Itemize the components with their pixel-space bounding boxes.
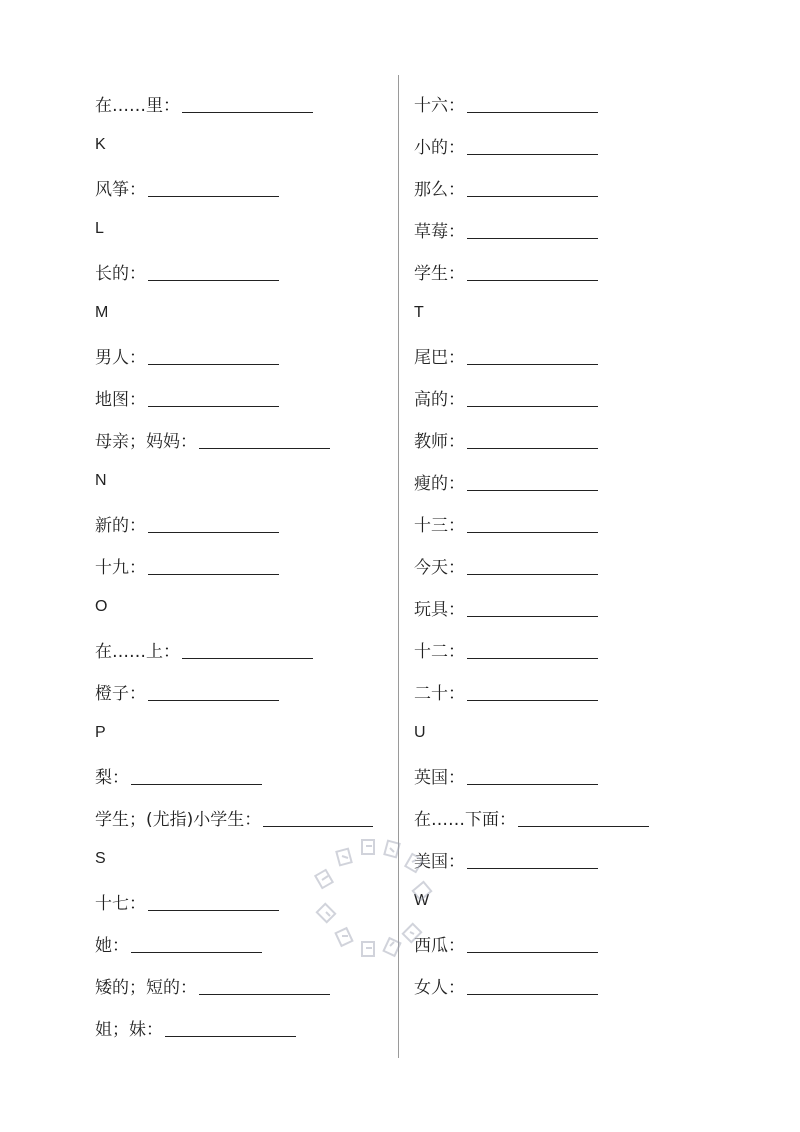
entry-label: 学生： (414, 263, 465, 284)
entry-label: 新的： (95, 515, 146, 536)
answer-blank[interactable] (148, 388, 279, 407)
entry-label: 橙子： (95, 683, 146, 704)
entry-label: 女人： (414, 977, 465, 998)
entry-label: 玩具： (414, 599, 465, 620)
answer-blank[interactable] (467, 682, 598, 701)
entry-label: 学生；(尤指)小学生： (95, 809, 262, 830)
entry-row (414, 82, 649, 124)
answer-blank[interactable] (467, 220, 598, 239)
entry-row (95, 628, 373, 670)
entry-label: 十三： (414, 515, 465, 536)
entry-row (414, 124, 649, 166)
answer-blank[interactable] (148, 892, 279, 911)
answer-blank[interactable] (148, 262, 279, 281)
answer-blank[interactable] (467, 766, 598, 785)
answer-blank[interactable] (467, 94, 598, 113)
letter-heading: P (95, 724, 106, 741)
answer-blank[interactable] (467, 178, 598, 197)
answer-blank[interactable] (467, 640, 598, 659)
answer-blank[interactable] (148, 514, 279, 533)
entry-label: 尾巴： (414, 347, 465, 368)
entry-row (95, 544, 373, 586)
entry-label: 十七： (95, 893, 146, 914)
letter-heading: L (95, 220, 104, 237)
entry-label: 在……下面： (414, 809, 516, 830)
entry-label: 草莓： (414, 221, 465, 242)
stamp-watermark-icon (300, 810, 450, 980)
answer-blank[interactable] (148, 682, 279, 701)
answer-blank[interactable] (148, 346, 279, 365)
entry-label: 在……上： (95, 641, 180, 662)
letter-heading: O (95, 598, 108, 615)
letter-heading: U (414, 724, 426, 741)
letter-heading: S (95, 850, 106, 867)
entry-row (95, 418, 373, 460)
answer-blank[interactable] (467, 262, 598, 281)
answer-blank[interactable] (467, 430, 598, 449)
answer-blank[interactable] (467, 976, 598, 995)
entry-label: 西瓜： (414, 935, 465, 956)
entry-label: 母亲；妈妈： (95, 431, 197, 452)
entry-row (95, 166, 373, 208)
answer-blank[interactable] (182, 640, 313, 659)
entry-label: 地图： (95, 389, 146, 410)
entry-label: 今天： (414, 557, 465, 578)
entry-row (95, 502, 373, 544)
entry-row (414, 502, 649, 544)
entry-row (414, 376, 649, 418)
entry-row (414, 754, 649, 796)
letter-heading: T (414, 304, 424, 321)
entry-label: 十九： (95, 557, 146, 578)
answer-blank[interactable] (467, 472, 598, 491)
answer-blank[interactable] (131, 934, 262, 953)
letter-heading: N (95, 472, 107, 489)
entry-label: 十六： (414, 95, 465, 116)
answer-blank[interactable] (182, 94, 313, 113)
entry-label: 高的： (414, 389, 465, 410)
letter-heading: K (95, 136, 106, 153)
entry-label: 教师： (414, 431, 465, 452)
entry-label: 她： (95, 935, 129, 956)
entry-label: 那么： (414, 179, 465, 200)
answer-blank[interactable] (148, 556, 279, 575)
entry-row (95, 376, 373, 418)
entry-row (95, 82, 373, 124)
answer-blank[interactable] (467, 934, 598, 953)
entry-row (414, 418, 649, 460)
entry-row (95, 670, 373, 712)
entry-row (95, 250, 373, 292)
answer-blank[interactable] (131, 766, 262, 785)
entry-row (414, 628, 649, 670)
entry-row (414, 208, 649, 250)
answer-blank[interactable] (467, 346, 598, 365)
entry-label: 二十： (414, 683, 465, 704)
answer-blank[interactable] (199, 430, 330, 449)
answer-blank[interactable] (467, 598, 598, 617)
entry-label: 姐；妹： (95, 1019, 163, 1040)
entry-row (414, 460, 649, 502)
answer-blank[interactable] (467, 556, 598, 575)
entry-row (414, 334, 649, 376)
entry-label: 矮的；短的： (95, 977, 197, 998)
answer-blank[interactable] (467, 850, 598, 869)
entry-row (95, 1006, 373, 1048)
entry-label: 美国： (414, 851, 465, 872)
answer-blank[interactable] (467, 136, 598, 155)
entry-label: 在……里： (95, 95, 180, 116)
entry-label: 梨： (95, 767, 129, 788)
entry-label: 长的： (95, 263, 146, 284)
entry-row (95, 754, 373, 796)
entry-label: 英国： (414, 767, 465, 788)
answer-blank[interactable] (518, 808, 649, 827)
entry-row (95, 334, 373, 376)
entry-row (414, 670, 649, 712)
answer-blank[interactable] (148, 178, 279, 197)
answer-blank[interactable] (165, 1018, 296, 1037)
entry-label: 十二： (414, 641, 465, 662)
entry-row (414, 544, 649, 586)
letter-heading: W (414, 892, 430, 909)
entry-label: 男人： (95, 347, 146, 368)
entry-label: 瘦的： (414, 473, 465, 494)
entry-label: 小的： (414, 137, 465, 158)
entry-row (414, 250, 649, 292)
answer-blank[interactable] (467, 388, 598, 407)
letter-heading: M (95, 304, 109, 321)
entry-label: 风筝： (95, 179, 146, 200)
answer-blank[interactable] (467, 514, 598, 533)
entry-row (414, 586, 649, 628)
entry-row (414, 166, 649, 208)
